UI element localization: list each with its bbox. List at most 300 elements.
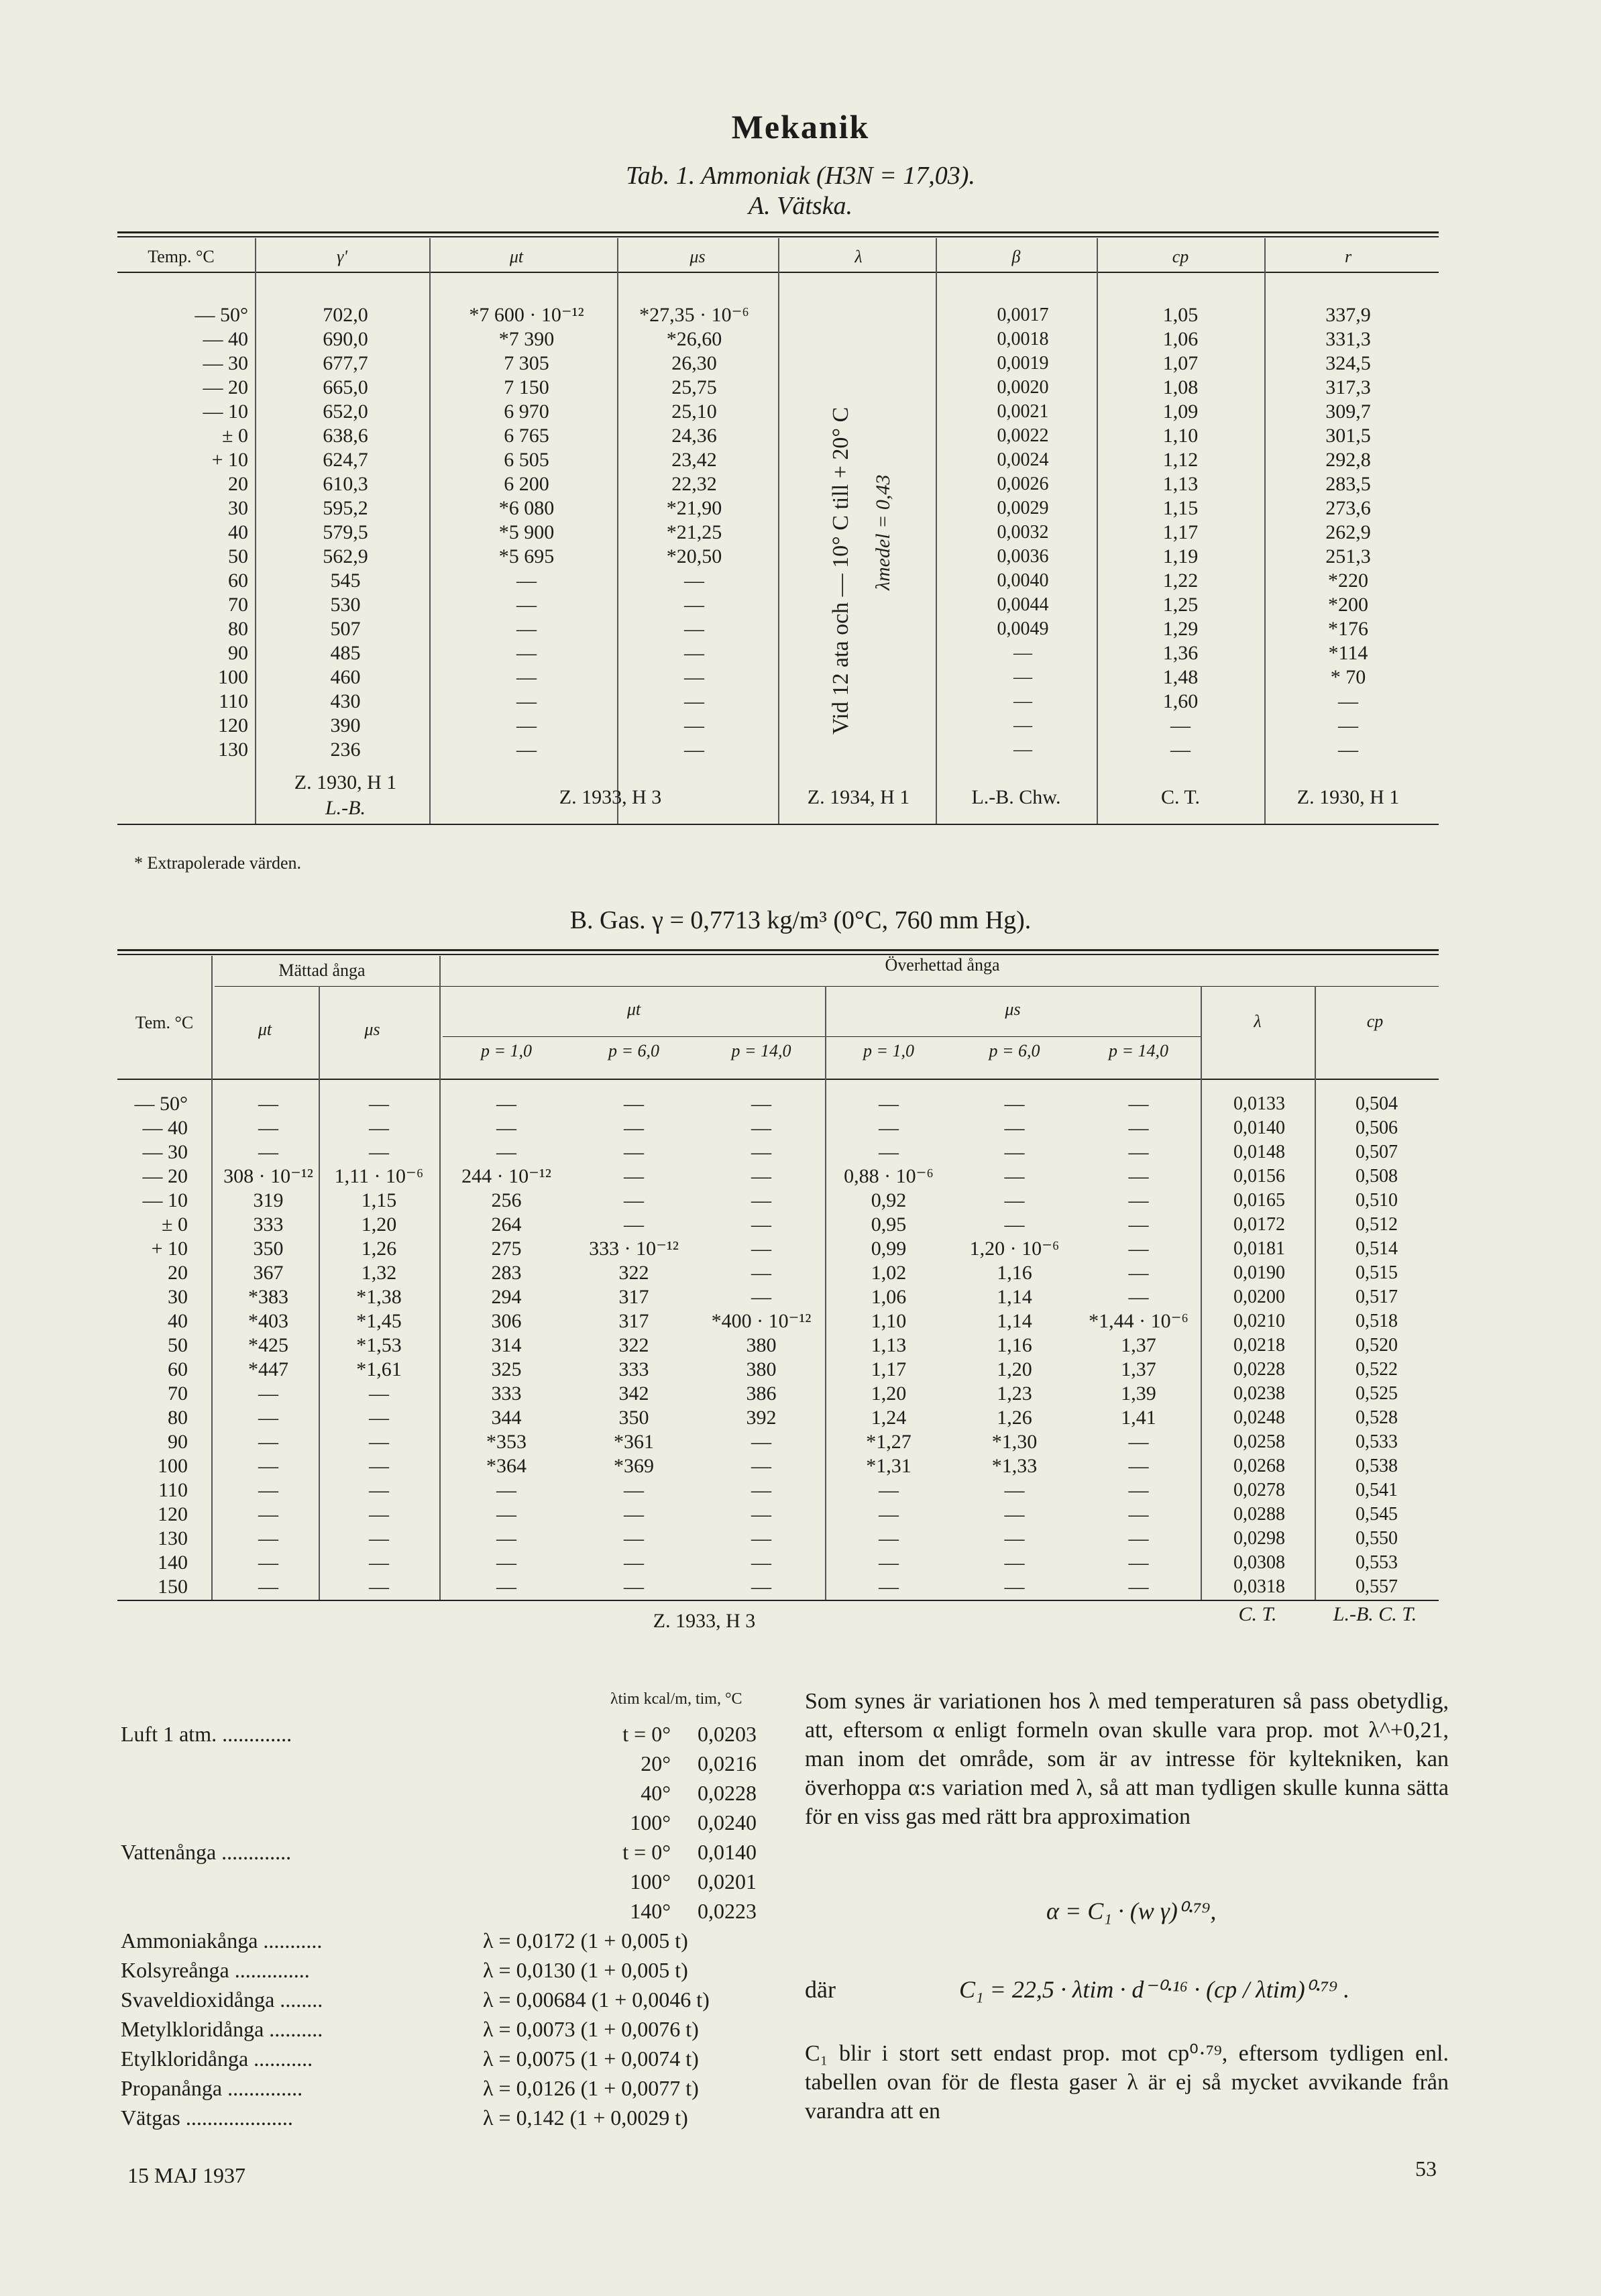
sat-mus-cell: —: [369, 1479, 389, 1501]
mus-cell: *27,35 · 10⁻⁶: [639, 304, 749, 326]
conductivity-unit-header: λtim kcal/m, tim, °C: [610, 1690, 742, 1708]
cp-cell: 0,506: [1356, 1117, 1398, 1138]
sat-mut-cell: 350: [253, 1238, 284, 1260]
mus-p14-cell: —: [1128, 1117, 1149, 1139]
mus-cell: 23,42: [671, 449, 717, 471]
temp-cell: 130: [218, 739, 248, 761]
table-a-top-rule-2: [117, 236, 1439, 237]
cp-cell: 0,525: [1356, 1383, 1398, 1404]
cp-cell: 0,504: [1356, 1093, 1398, 1114]
mus-cell: —: [684, 569, 704, 592]
header-b-sat-mus: μs: [364, 1020, 380, 1039]
conductivity-condition: 40°: [641, 1781, 671, 1805]
source-gamma: Z. 1930, H 1: [294, 771, 397, 794]
mut-p6-cell: 342: [618, 1382, 649, 1405]
mus-p14-cell: —: [1128, 1165, 1149, 1187]
sat-mut-cell: *383: [248, 1286, 288, 1308]
cp-cell: 1,06: [1162, 328, 1199, 350]
header-b-sat-mut: μt: [258, 1020, 272, 1039]
conductivity-row: [121, 1899, 785, 1928]
cp-cell: 1,36: [1162, 642, 1199, 664]
cp-cell: 1,09: [1162, 400, 1199, 423]
cp-cell: 0,517: [1356, 1287, 1398, 1307]
beta-cell: 0,0018: [997, 329, 1049, 349]
r-cell: *200: [1328, 594, 1368, 616]
header-lambda: λ: [854, 247, 863, 266]
mus-p14-cell: *1,44 · 10⁻⁶: [1089, 1310, 1189, 1332]
temp-cell: 140: [158, 1551, 188, 1574]
sat-mut-cell: —: [258, 1551, 278, 1574]
gamma-cell: 430: [330, 690, 361, 712]
mut-p14-cell: —: [751, 1551, 771, 1574]
r-cell: * 70: [1330, 666, 1366, 688]
mus-cell: —: [684, 642, 704, 664]
lambda-cell: 0,0181: [1233, 1238, 1285, 1259]
table-a-r-column: [1274, 303, 1422, 762]
cp-cell: 1,25: [1162, 594, 1199, 616]
mut-p1-cell: 333: [491, 1382, 522, 1405]
sat-mus-cell: —: [369, 1431, 389, 1453]
mut-p14-cell: 392: [746, 1407, 777, 1429]
header-b-mut: μt: [626, 999, 641, 1019]
mut-p14-cell: —: [751, 1238, 771, 1260]
beta-cell: 0,0024: [997, 449, 1049, 470]
beta-cell: —: [1013, 691, 1032, 712]
sat-mut-cell: —: [258, 1117, 278, 1139]
cp-cell: 1,07: [1162, 352, 1199, 374]
header-b-p6-s: p = 6,0: [989, 1041, 1040, 1060]
conductivity-row: [121, 2076, 785, 2106]
conductivity-label: Etylkloridånga ...........: [121, 2046, 313, 2071]
gamma-cell: 690,0: [323, 328, 368, 350]
cp-cell: 0,520: [1356, 1335, 1398, 1356]
table-b-temp-column: [121, 1092, 188, 1599]
temp-cell: 30: [228, 497, 248, 519]
sat-mus-cell: —: [369, 1093, 389, 1115]
r-cell: *176: [1328, 618, 1368, 640]
temp-cell: 100: [158, 1455, 188, 1477]
temp-cell: 60: [168, 1358, 188, 1380]
conductivity-condition: λ = 0,0172 (1 + 0,005 t): [483, 1928, 688, 1953]
conductivity-condition: 140°: [630, 1899, 671, 1923]
header-r: r: [1344, 247, 1352, 266]
gamma-cell: 485: [330, 642, 361, 664]
temp-cell: 120: [158, 1503, 188, 1525]
sat-mut-cell: —: [258, 1093, 278, 1115]
gamma-cell: 507: [330, 618, 361, 640]
mut-p1-cell: 325: [491, 1358, 522, 1380]
mus-p1-cell: —: [879, 1527, 899, 1549]
cp-cell: 0,518: [1356, 1311, 1398, 1331]
cp-cell: 1,48: [1162, 666, 1199, 688]
mut-p6-cell: —: [624, 1141, 644, 1163]
mus-p1-cell: —: [879, 1141, 899, 1163]
sat-mut-cell: *447: [248, 1358, 288, 1380]
cp-cell: 1,13: [1162, 473, 1199, 495]
conductivity-condition: λ = 0,142 (1 + 0,0029 t): [483, 2106, 688, 2130]
mus-p6-cell: —: [1004, 1576, 1025, 1598]
header-superheated: Överhettad ånga: [885, 955, 1000, 975]
mut-p14-cell: —: [751, 1479, 771, 1501]
formula-alpha: α = C₁ · (w γ)⁰·⁷⁹,: [1046, 1898, 1217, 1924]
sat-mut-cell: —: [258, 1407, 278, 1429]
temp-cell: 70: [168, 1382, 188, 1405]
cp-cell: 1,17: [1162, 521, 1199, 543]
temp-cell: 30: [168, 1286, 188, 1308]
footer-date: 15 MAJ 1937: [127, 2163, 246, 2187]
mus-p1-cell: —: [879, 1479, 899, 1501]
mus-cell: 25,75: [671, 376, 717, 398]
mut-cell: 6 505: [504, 449, 549, 471]
cp-cell: 1,15: [1162, 497, 1199, 519]
mus-p6-cell: *1,30: [991, 1431, 1038, 1453]
mus-p14-cell: —: [1128, 1238, 1149, 1260]
mut-p14-cell: —: [751, 1093, 771, 1115]
sat-mut-cell: —: [258, 1455, 278, 1477]
gamma-cell: 610,3: [323, 473, 368, 495]
mus-cell: *20,50: [666, 545, 722, 567]
mus-p14-cell: 1,41: [1121, 1407, 1156, 1429]
cp-cell: 1,22: [1162, 569, 1199, 592]
footnote: * Extrapolerade värden.: [134, 853, 302, 873]
conductivity-label: Vattenånga .............: [121, 1840, 292, 1864]
lambda-cell: 0,0200: [1233, 1287, 1285, 1307]
mus-cell: —: [684, 739, 704, 761]
col-divider: [211, 956, 213, 1600]
page-number: 53: [1415, 2156, 1437, 2181]
source-beta: L.-B. Chw.: [971, 786, 1061, 808]
mut-p14-cell: —: [751, 1455, 771, 1477]
temp-cell: — 10: [142, 1189, 188, 1211]
mus-p6-cell: 1,20 · 10⁻⁶: [969, 1238, 1060, 1260]
mut-p1-cell: 283: [491, 1262, 522, 1284]
lambda-cell: 0,0278: [1233, 1480, 1285, 1500]
cp-cell: 0,541: [1356, 1480, 1398, 1500]
beta-cell: 0,0036: [997, 546, 1049, 567]
cp-cell: 0,508: [1356, 1166, 1398, 1187]
mus-p1-cell: 1,24: [871, 1407, 907, 1429]
mut-p1-cell: —: [496, 1576, 516, 1598]
table-b-sat-mus-column: [322, 1092, 436, 1599]
mut-p14-cell: —: [751, 1213, 771, 1236]
mut-p6-cell: *369: [614, 1455, 654, 1477]
mut-p14-cell: —: [751, 1117, 771, 1139]
sat-mut-cell: 367: [253, 1262, 284, 1284]
mus-cell: *21,25: [666, 521, 722, 543]
mus-p14-cell: —: [1128, 1527, 1149, 1549]
sat-mut-cell: *403: [248, 1310, 288, 1332]
mus-p1-cell: 0,99: [871, 1238, 907, 1260]
mus-p6-cell: —: [1004, 1165, 1025, 1187]
conductivity-condition: λ = 0,00684 (1 + 0,0046 t): [483, 1987, 710, 2012]
lambda-cell: 0,0258: [1233, 1431, 1285, 1452]
gamma-cell: 236: [330, 739, 361, 761]
gamma-cell: 665,0: [323, 376, 368, 398]
sat-mus-cell: 1,11 · 10⁻⁶: [334, 1165, 424, 1187]
conductivity-row: [121, 2017, 785, 2046]
header-saturated: Mättad ånga: [278, 961, 366, 980]
cp-cell: 0,522: [1356, 1359, 1398, 1380]
table-b-caption: B. Gas. γ = 0,7713 kg/m³ (0°C, 760 mm Hg).: [569, 906, 1032, 934]
mut-p1-cell: 275: [491, 1238, 522, 1260]
mut-cell: 6 765: [504, 425, 549, 447]
table-b-group-rule: [215, 986, 1439, 987]
temp-cell: — 20: [203, 376, 248, 398]
mut-p14-cell: —: [751, 1503, 771, 1525]
mut-p1-cell: 256: [491, 1189, 522, 1211]
mut-p6-cell: —: [624, 1479, 644, 1501]
formula-c1: C₁ = 22,5 · λtim · d⁻⁰·¹⁶ · (cp / λtim)⁰·⁷⁹ .: [959, 1976, 1350, 2003]
mut-p6-cell: —: [624, 1093, 644, 1115]
lambda-cell: 0,0248: [1233, 1407, 1285, 1428]
conductivity-row: [121, 1722, 785, 1751]
cp-cell: 1,08: [1162, 376, 1199, 398]
mus-p1-cell: 0,95: [871, 1213, 907, 1236]
conductivity-label: Ammoniakånga ...........: [121, 1928, 323, 1953]
lambda-cell: 0,0172: [1233, 1214, 1285, 1235]
mus-cell: —: [684, 618, 704, 640]
cp-cell: 1,29: [1162, 618, 1199, 640]
mus-p1-cell: 1,13: [871, 1334, 907, 1356]
conductivity-condition: t = 0°: [622, 1840, 671, 1864]
mus-p1-cell: 1,20: [871, 1382, 907, 1405]
mus-p14-cell: —: [1128, 1141, 1149, 1163]
mus-p6-cell: 1,16: [997, 1334, 1032, 1356]
sat-mus-cell: 1,20: [361, 1213, 397, 1236]
mut-cell: —: [516, 690, 537, 712]
conductivity-label: Luft 1 atm. .............: [121, 1722, 292, 1746]
lambda-cell: 0,0210: [1233, 1311, 1285, 1331]
header-beta: β: [1011, 247, 1021, 266]
temp-cell: ± 0: [162, 1213, 188, 1236]
table-a-beta-column: [966, 303, 1080, 762]
source-b-cp: L.-B. C. T.: [1333, 1603, 1417, 1625]
mut-cell: —: [516, 569, 537, 592]
dar-label: där: [805, 1976, 836, 2003]
mut-p14-cell: 386: [746, 1382, 777, 1405]
r-cell: *114: [1328, 642, 1368, 664]
r-cell: 324,5: [1325, 352, 1371, 374]
mut-p6-cell: 317: [618, 1310, 649, 1332]
mus-cell: —: [684, 594, 704, 616]
mut-p1-cell: —: [496, 1503, 516, 1525]
cp-cell: 0,553: [1356, 1552, 1398, 1573]
cp-cell: 0,528: [1356, 1407, 1398, 1428]
temp-cell: 50: [168, 1334, 188, 1356]
mus-p1-cell: *1,27: [866, 1431, 912, 1453]
mut-p1-cell: —: [496, 1527, 516, 1549]
sat-mut-cell: 333: [253, 1213, 284, 1236]
mus-p6-cell: —: [1004, 1213, 1025, 1236]
table-a-temp-column: [148, 303, 248, 762]
mut-cell: —: [516, 642, 537, 664]
mus-cell: *21,90: [666, 497, 722, 519]
temp-cell: — 50°: [134, 1093, 188, 1115]
header-b-p6: p = 6,0: [608, 1041, 660, 1060]
lambda-cell: 0,0268: [1233, 1456, 1285, 1476]
sat-mus-cell: —: [369, 1576, 389, 1598]
mut-p6-cell: 350: [618, 1407, 649, 1429]
temp-cell: 90: [168, 1431, 188, 1453]
source-b-lambda: C. T.: [1238, 1603, 1277, 1625]
cp-cell: 0,512: [1356, 1214, 1398, 1235]
mus-p6-cell: 1,23: [997, 1382, 1032, 1405]
lambda-cell: 0,0156: [1233, 1166, 1285, 1187]
sat-mut-cell: —: [258, 1503, 278, 1525]
sat-mus-cell: 1,26: [361, 1238, 397, 1260]
conductivity-row: [121, 1869, 785, 1899]
sat-mus-cell: 1,32: [361, 1262, 397, 1284]
mut-p6-cell: —: [624, 1165, 644, 1187]
cp-cell: 1,19: [1162, 545, 1199, 567]
mut-p1-cell: —: [496, 1093, 516, 1115]
temp-cell: — 20: [142, 1165, 188, 1187]
mut-p14-cell: —: [751, 1527, 771, 1549]
table-b-bottom-rule: [117, 1600, 1439, 1601]
r-cell: 251,3: [1325, 545, 1371, 567]
col-divider: [1097, 238, 1098, 824]
mut-cell: 7 305: [504, 352, 549, 374]
mut-cell: —: [516, 618, 537, 640]
mus-p1-cell: *1,31: [866, 1455, 912, 1477]
r-cell: —: [1338, 714, 1358, 736]
temp-cell: — 40: [203, 328, 248, 350]
temp-cell: 70: [228, 594, 248, 616]
mus-p1-cell: 1,10: [871, 1310, 907, 1332]
conductivity-value: 0,0203: [698, 1722, 757, 1746]
conductivity-condition: 100°: [630, 1810, 671, 1835]
mus-p1-cell: 1,06: [871, 1286, 907, 1308]
mut-p14-cell: *400 · 10⁻¹²: [711, 1310, 812, 1332]
temp-cell: 150: [158, 1576, 188, 1598]
sat-mus-cell: *1,45: [356, 1310, 402, 1332]
sat-mus-cell: *1,61: [356, 1358, 402, 1380]
mus-p14-cell: —: [1128, 1286, 1149, 1308]
mus-p14-cell: —: [1128, 1213, 1149, 1236]
sat-mus-cell: —: [369, 1455, 389, 1477]
beta-cell: 0,0019: [997, 353, 1049, 374]
temp-cell: 50: [228, 545, 248, 567]
sat-mus-cell: *1,38: [356, 1286, 402, 1308]
gamma-cell: 624,7: [323, 449, 368, 471]
gamma-cell: 545: [330, 569, 361, 592]
mut-p14-cell: 380: [746, 1334, 777, 1356]
temp-cell: 20: [228, 473, 248, 495]
lambda-cell: 0,0190: [1233, 1262, 1285, 1283]
col-divider: [1315, 986, 1316, 1600]
beta-cell: —: [1013, 739, 1032, 760]
r-cell: —: [1338, 739, 1358, 761]
conductivity-value: 0,0228: [698, 1781, 757, 1805]
conductivity-row: [121, 1987, 785, 2017]
lambda-cell: 0,0228: [1233, 1359, 1285, 1380]
sat-mus-cell: —: [369, 1382, 389, 1405]
mus-p14-cell: —: [1128, 1551, 1149, 1574]
table-a-gamma-column: [288, 303, 402, 762]
conductivity-condition: t = 0°: [622, 1722, 671, 1746]
temp-cell: 90: [228, 642, 248, 664]
table-b-mut-p6-column: [570, 1092, 698, 1599]
sat-mus-cell: —: [369, 1503, 389, 1525]
mus-cell: 26,30: [671, 352, 717, 374]
mus-p1-cell: —: [879, 1503, 899, 1525]
mut-cell: *5 695: [498, 545, 555, 567]
mut-cell: *6 080: [498, 497, 555, 519]
conductivity-row: [121, 1928, 785, 1958]
beta-cell: 0,0040: [997, 570, 1049, 591]
header-b-p14-s: p = 14,0: [1108, 1041, 1169, 1060]
mut-p14-cell: —: [751, 1576, 771, 1598]
sat-mus-cell: —: [369, 1527, 389, 1549]
conductivity-condition: λ = 0,0130 (1 + 0,005 t): [483, 1958, 688, 1982]
mut-p6-cell: —: [624, 1527, 644, 1549]
col-divider: [439, 956, 441, 1600]
table-a-mut-column: [436, 303, 617, 762]
mut-p14-cell: —: [751, 1262, 771, 1284]
mus-p14-cell: —: [1128, 1431, 1149, 1453]
table-a-caption: Tab. 1. Ammoniak (H3N = 17,03).: [626, 162, 975, 190]
table-b-top-rule: [117, 949, 1439, 951]
mut-p14-cell: 380: [746, 1358, 777, 1380]
beta-cell: 0,0021: [997, 401, 1049, 422]
mut-p6-cell: —: [624, 1551, 644, 1574]
paragraph-1: Som synes är variationen hos λ med temperaturen så pass obetydlig, att, eftersom α enligt formeln ovan skulle vara prop. mot λ^+0,21, man inom det område, som är av intresse för kyltekniken, kan överhoppa α:s variation med λ, så att man tydligen skulle kunna sätta för en viss gas med rätt bra approximation: [805, 1689, 1449, 1829]
col-divider: [429, 238, 431, 824]
mut-p1-cell: 264: [491, 1213, 522, 1236]
mut-p1-cell: *353: [486, 1431, 527, 1453]
beta-cell: 0,0049: [997, 618, 1049, 639]
mut-p1-cell: —: [496, 1117, 516, 1139]
mus-p1-cell: —: [879, 1551, 899, 1574]
mut-p6-cell: —: [624, 1503, 644, 1525]
lambda-note: Vid 12 ata och — 10° C till + 20° C: [828, 406, 853, 734]
temp-cell: — 40: [142, 1117, 188, 1139]
mut-p6-cell: 317: [618, 1286, 649, 1308]
sat-mut-cell: *425: [248, 1334, 288, 1356]
page-heading: Mekanik: [731, 108, 870, 146]
mus-p1-cell: 1,17: [871, 1358, 907, 1380]
source-gamma-2: L.-B.: [325, 797, 366, 819]
sat-mus-cell: —: [369, 1407, 389, 1429]
header-b-p1: p = 1,0: [480, 1041, 533, 1060]
mut-p6-cell: *361: [614, 1431, 654, 1453]
lambda-cell: 0,0218: [1233, 1335, 1285, 1356]
col-divider: [255, 238, 256, 824]
beta-cell: 0,0044: [997, 594, 1049, 615]
r-cell: 292,8: [1325, 449, 1371, 471]
mut-p6-cell: —: [624, 1117, 644, 1139]
mut-cell: —: [516, 714, 537, 736]
mus-p6-cell: 1,16: [997, 1262, 1032, 1284]
sat-mus-cell: —: [369, 1141, 389, 1163]
lambda-cell: 0,0148: [1233, 1142, 1285, 1162]
col-divider: [778, 238, 779, 824]
gamma-cell: 390: [330, 714, 361, 736]
r-cell: 301,5: [1325, 425, 1371, 447]
lambda-cell: 0,0298: [1233, 1528, 1285, 1549]
conductivity-row: [121, 1781, 785, 1810]
temp-cell: 40: [228, 521, 248, 543]
table-a-mus-column: [617, 303, 771, 762]
gamma-cell: 702,0: [323, 304, 368, 326]
conductivity-condition: 100°: [630, 1869, 671, 1894]
mus-p14-cell: —: [1128, 1093, 1149, 1115]
conductivity-list: [121, 1722, 785, 2135]
mut-p14-cell: —: [751, 1189, 771, 1211]
mus-p1-cell: 1,02: [871, 1262, 907, 1284]
r-cell: 273,6: [1325, 497, 1371, 519]
mut-p1-cell: 344: [491, 1407, 522, 1429]
